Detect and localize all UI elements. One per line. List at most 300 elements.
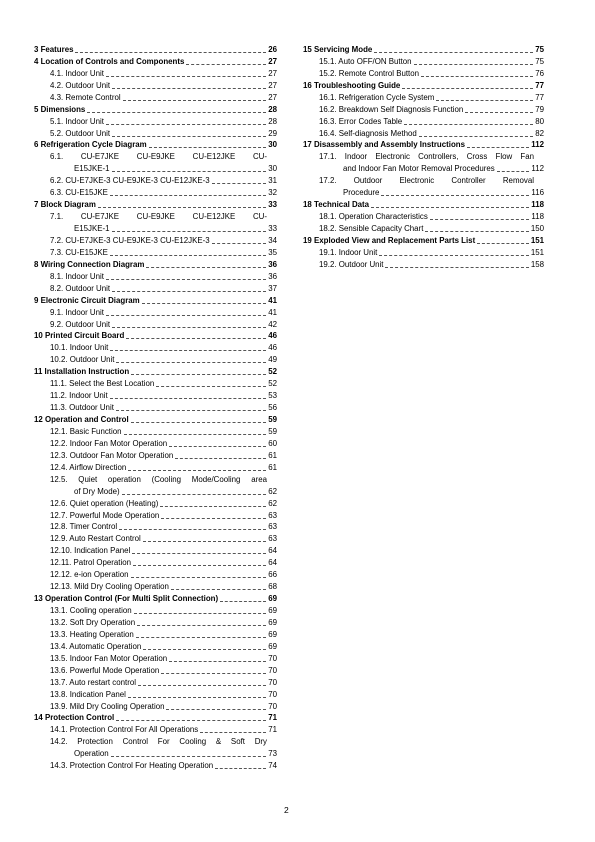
toc-leader-dots [131,374,266,375]
toc-entry-title: 14.2. Protection Control For Cooling & Soft Dry [50,737,267,747]
toc-entry-title: 13.1. Cooling operation [50,606,132,616]
toc-leader-dots [149,147,267,148]
toc-page-number: 37 [268,283,277,293]
toc-page-number: 63 [268,534,277,544]
toc-entry-title: 17 Disassembly and Assembly Instructions [303,140,465,150]
toc-subsection-entry[interactable] [34,581,277,593]
toc-section-entry[interactable] [34,199,277,211]
toc-subsection-entry[interactable] [34,342,277,354]
toc-section-entry[interactable] [34,56,277,68]
toc-entry-title: 13.3. Heating Operation [50,629,134,639]
toc-leader-dots [143,541,266,542]
toc-subsection-entry[interactable] [34,462,277,474]
toc-leader-dots [143,649,266,650]
toc-leader-dots [116,362,266,363]
toc-leader-dots [212,243,267,244]
toc-page-number: 80 [535,116,544,126]
toc-entry-title: 12.5. Quiet operation (Cooling Mode/Cooling area [50,474,267,484]
toc-page-number: 31 [268,176,277,186]
toc-entry-title: 12.3. Outdoor Fan Motor Operation [50,450,174,460]
toc-leader-dots [112,291,266,292]
toc-subsection-entry[interactable] [303,151,544,163]
toc-entry-title: 19.2. Outdoor Unit [319,259,384,269]
toc-page-number: 68 [268,582,277,592]
toc-leader-dots [215,768,266,769]
toc-page-number: 69 [268,606,277,616]
toc-page-number: 34 [268,235,277,245]
toc-right-column [303,44,544,271]
toc-subsection-entry[interactable] [303,163,544,175]
toc-entry-title: 11 Installation Instruction [34,367,130,377]
toc-leader-dots [467,147,529,148]
toc-leader-dots [87,112,266,113]
toc-entry-title: 12.6. Quiet operation (Heating) [50,498,159,508]
toc-subsection-entry[interactable] [34,307,277,319]
toc-leader-dots [146,267,266,268]
toc-entry-title: 10.1. Indoor Unit [50,343,109,353]
toc-entry-title: 5.2. Outdoor Unit [50,128,111,138]
toc-entry-title: 15.1. Auto OFF/ON Button [319,56,412,66]
toc-subsection-entry[interactable] [34,545,277,557]
toc-entry-title: 14.3. Protection Control For Heating Operation [50,761,214,771]
toc-page-number: 70 [268,677,277,687]
toc-page-number: 27 [268,80,277,90]
toc-entry-title: Procedure [343,188,380,198]
toc-leader-dots [200,732,266,733]
toc-leader-dots [116,410,266,411]
toc-entry-title: 12.9. Auto Restart Control [50,534,141,544]
toc-leader-dots [166,709,266,710]
toc-leader-dots [119,529,266,530]
toc-page-number: 56 [268,403,277,413]
toc-page-number: 29 [268,128,277,138]
toc-page-number: 79 [535,104,544,114]
toc-entry-title: 12.2. Indoor Fan Motor Operation [50,438,168,448]
toc-entry-title: 14.1. Protection Control For All Operations [50,725,199,735]
toc-subsection-entry[interactable] [34,223,277,235]
toc-entry-title: 8 Wiring Connection Diagram [34,259,145,269]
toc-page-number: 69 [268,629,277,639]
toc-leader-dots [169,661,266,662]
toc-page-number: 77 [535,80,544,90]
toc-subsection-entry[interactable] [34,641,277,653]
toc-entry-title: 13 Operation Control (For Multi Split Connection) [34,594,219,604]
toc-section-entry[interactable] [34,366,277,378]
toc-subsection-entry[interactable] [34,151,277,163]
toc-subsection-entry[interactable] [303,116,544,128]
toc-section-entry[interactable] [34,44,277,56]
toc-leader-dots [186,64,266,65]
toc-leader-dots [465,112,533,113]
toc-subsection-entry[interactable] [303,175,544,187]
toc-section-entry[interactable] [34,593,277,605]
toc-subsection-entry[interactable] [34,701,277,713]
toc-leader-dots [169,446,266,447]
toc-leader-dots [381,195,529,196]
toc-page-number: 77 [535,92,544,102]
toc-entry-title: 13.2. Soft Dry Operation [50,617,136,627]
toc-subsection-entry[interactable] [34,92,277,104]
toc-entry-title: 8.2. Outdoor Unit [50,283,111,293]
toc-subsection-entry[interactable] [34,724,277,736]
toc-page-number: 116 [531,188,544,198]
toc-page-number: 158 [530,259,544,269]
toc-entry-title: 6.3. CU-E15JKE [50,188,108,198]
toc-entry-title: 17.2. Outdoor Electronic Controller Removal [319,176,534,186]
toc-leader-dots [112,327,266,328]
toc-entry-title: 4.1. Indoor Unit [50,68,104,78]
toc-leader-dots [385,267,528,268]
toc-leader-dots [128,470,266,471]
toc-leader-dots [371,207,529,208]
toc-entry-title: 9 Electronic Circuit Diagram [34,295,140,305]
toc-entry-title: 4 Location of Controls and Components [34,56,185,66]
toc-leader-dots [106,124,266,125]
toc-page-number: 64 [268,546,277,556]
toc-leader-dots [156,386,266,387]
toc-leader-dots [112,171,267,172]
toc-page-number: 27 [268,92,277,102]
toc-section-entry[interactable] [34,104,277,116]
toc-page-number: 63 [268,510,277,520]
toc-leader-dots [136,637,266,638]
toc-page-number: 41 [268,307,277,317]
toc-page-number: 112 [531,140,544,150]
toc-leader-dots [112,136,266,137]
toc-leader-dots [436,100,533,101]
toc-entry-title: 16 Troubleshooting Guide [303,80,401,90]
toc-page-number: 70 [268,653,277,663]
toc-leader-dots [497,171,530,172]
toc-subsection-entry[interactable] [34,402,277,414]
toc-page-number: 71 [268,713,277,723]
toc-entry-title: 18.1. Operation Characteristics [319,212,428,222]
toc-entry-title: 9.1. Indoor Unit [50,307,104,317]
toc-leader-dots [138,685,266,686]
toc-subsection-entry[interactable] [303,187,544,199]
toc-page-number: 112 [531,164,544,174]
toc-subsection-entry[interactable] [34,354,277,366]
toc-leader-dots [131,577,267,578]
toc-subsection-entry[interactable] [34,235,277,247]
toc-entry-title: 13.4. Automatic Operation [50,641,142,651]
toc-leader-dots [134,613,267,614]
toc-subsection-entry[interactable] [34,438,277,450]
toc-entry-title: 13.7. Auto restart control [50,677,136,687]
toc-section-entry[interactable] [34,140,277,152]
toc-leader-dots [419,136,533,137]
toc-subsection-entry[interactable] [34,557,277,569]
toc-leader-dots [132,553,266,554]
toc-entry-title: 13.8. Indication Panel [50,689,126,699]
toc-entry-title: 8.1. Indoor Unit [50,271,104,281]
toc-leader-dots [131,422,267,423]
toc-leader-dots [142,303,267,304]
toc-page-number: 52 [268,379,277,389]
toc-entry-title: 12.4. Airflow Direction [50,462,127,472]
toc-subsection-entry[interactable] [34,689,277,701]
toc-page-number: 69 [268,594,277,604]
toc-entry-title: E15JKE-1 [74,224,110,234]
toc-section-entry[interactable] [303,80,544,92]
toc-subsection-entry[interactable] [34,319,277,331]
toc-leader-dots [75,52,266,53]
toc-page-number: 26 [268,44,277,54]
toc-entry-title: 17.1. Indoor Electronic Controllers, Cross Flow Fan [319,152,534,162]
toc-entry-title: 5.1. Indoor Unit [50,116,104,126]
toc-subsection-entry[interactable] [303,128,544,140]
toc-page-number: 52 [268,367,277,377]
toc-entry-title: 7.3. CU-E15JKE [50,247,108,257]
toc-subsection-entry[interactable] [34,128,277,140]
toc-page-number: 73 [268,749,277,759]
toc-entry-title: 12.10. Indication Panel [50,546,131,556]
toc-leader-dots [477,243,529,244]
toc-leader-dots [161,673,266,674]
toc-page-number: 46 [268,343,277,353]
toc-leader-dots [379,255,528,256]
toc-page-number: 59 [268,415,277,425]
toc-page-number: 151 [530,235,544,245]
toc-page-number: 61 [268,462,277,472]
toc-entry-title: 4.3. Remote Control [50,92,121,102]
toc-entry-title: 15.2. Remote Control Button [319,68,420,78]
toc-leader-dots [110,350,266,351]
toc-page-number: 42 [268,319,277,329]
toc-page-number: 60 [268,438,277,448]
toc-page-number: 28 [268,116,277,126]
toc-leader-dots [421,76,533,77]
toc-subsection-entry[interactable] [34,617,277,629]
page-number: 2 [284,805,289,815]
toc-entry-title: 12.11. Patrol Operation [50,558,132,568]
toc-subsection-entry[interactable] [34,450,277,462]
toc-entry-title: 12.13. Mild Dry Cooling Operation [50,582,169,592]
toc-section-entry[interactable] [34,331,277,343]
toc-page-number: 151 [530,247,544,257]
toc-page-number: 27 [268,56,277,66]
toc-entry-title: 6 Refrigeration Cycle Diagram [34,140,147,150]
toc-leader-dots [414,64,534,65]
toc-entry-title: 11.1. Select the Best Location [50,379,155,389]
toc-subsection-entry[interactable] [303,223,544,235]
toc-subsection-entry[interactable] [34,533,277,545]
toc-page-number: 59 [268,426,277,436]
toc-leader-dots [161,518,266,519]
toc-page-number: 27 [268,68,277,78]
toc-page-number: 62 [268,498,277,508]
toc-subsection-entry[interactable] [34,378,277,390]
toc-subsection-entry[interactable] [34,426,277,438]
toc-subsection-entry[interactable] [34,474,277,486]
toc-page-number: 118 [531,212,544,222]
toc-page-number: 33 [268,224,277,234]
toc-page-number: 74 [268,761,277,771]
toc-subsection-entry[interactable] [34,247,277,259]
toc-leader-dots [110,398,266,399]
toc-page-number: 82 [535,128,544,138]
toc-leader-dots [124,434,267,435]
toc-subsection-entry[interactable] [34,80,277,92]
toc-subsection-entry[interactable] [34,510,277,522]
toc-subsection-entry[interactable] [34,653,277,665]
toc-subsection-entry[interactable] [34,760,277,772]
toc-entry-title: 7.2. CU-E7JKE-3 CU-E9JKE-3 CU-E12JKE-3 [50,235,210,245]
toc-leader-dots [106,315,266,316]
toc-page-number: 30 [268,140,277,150]
toc-leader-dots [404,124,533,125]
toc-subsection-entry[interactable] [303,68,544,80]
toc-entry-title: 11.3. Outdoor Unit [50,403,114,413]
toc-leader-dots [111,756,267,757]
toc-entry-title: 12.8. Timer Control [50,522,118,532]
toc-subsection-entry[interactable] [34,522,277,534]
toc-section-entry[interactable] [303,44,544,56]
toc-subsection-entry[interactable] [34,629,277,641]
toc-leader-dots [98,207,266,208]
toc-subsection-entry[interactable] [34,271,277,283]
toc-leader-dots [212,183,267,184]
toc-leader-dots [126,338,266,339]
toc-entry-title: 10.2. Outdoor Unit [50,355,115,365]
toc-entry-title: 12.1. Basic Function [50,426,122,436]
toc-leader-dots [106,76,266,77]
toc-entry-title: 10 Printed Circuit Board [34,331,125,341]
toc-entry-title: 16.3. Error Codes Table [319,116,403,126]
toc-page-number: 75 [535,56,544,66]
toc-page-number: 28 [268,104,277,114]
toc-entry-title: 14 Protection Control [34,713,115,723]
toc-entry-title: 16.4. Self-diagnosis Method [319,128,417,138]
toc-page-number: 64 [268,558,277,568]
toc-leader-dots [220,601,266,602]
toc-leader-dots [110,255,266,256]
toc-page-number: 71 [268,725,277,735]
toc-subsection-entry[interactable] [303,92,544,104]
toc-page-number: 66 [268,570,277,580]
toc-page-number: 70 [268,689,277,699]
toc-leader-dots [112,231,267,232]
toc-subsection-entry[interactable] [34,390,277,402]
toc-subsection-entry[interactable] [34,498,277,510]
toc-page-number: 62 [268,486,277,496]
toc-section-entry[interactable] [34,713,277,725]
toc-page-number: 36 [268,271,277,281]
toc-page-number: 33 [268,200,277,210]
toc-entry-title: 4.2. Outdoor Unit [50,80,111,90]
toc-subsection-entry[interactable] [34,569,277,581]
toc-section-entry[interactable] [303,235,544,247]
toc-entry-title: 13.6. Powerful Mode Operation [50,665,160,675]
toc-leader-dots [402,88,533,89]
toc-subsection-entry[interactable] [34,736,277,748]
toc-entry-title: 12 Operation and Control [34,415,129,425]
toc-leader-dots [128,697,266,698]
toc-page-number: 70 [268,701,277,711]
toc-leader-dots [171,589,266,590]
toc-page-number: 41 [268,295,277,305]
toc-entry-title: 12.12. e-ion Operation [50,570,129,580]
toc-entry-title: 13.5. Indoor Fan Motor Operation [50,653,168,663]
toc-page-number: 32 [268,188,277,198]
toc-leader-dots [116,720,266,721]
toc-entry-title: of Dry Mode) [74,486,120,496]
toc-page-number: 118 [531,200,544,210]
toc-entry-title: 9.2. Outdoor Unit [50,319,111,329]
toc-page-number: 36 [268,259,277,269]
toc-subsection-entry[interactable] [34,211,277,223]
toc-subsection-entry[interactable] [34,116,277,128]
toc-left-column [34,44,277,772]
toc-entry-title: Operation [74,749,109,759]
toc-subsection-entry[interactable] [34,163,277,175]
toc-section-entry[interactable] [303,199,544,211]
toc-leader-dots [425,231,528,232]
toc-section-entry[interactable] [34,295,277,307]
toc-page-number: 75 [535,44,544,54]
toc-entry-title: 16.1. Refrigeration Cycle System [319,92,435,102]
toc-section-entry[interactable] [34,259,277,271]
toc-page-number: 53 [268,391,277,401]
toc-subsection-entry[interactable] [303,104,544,116]
toc-leader-dots [160,506,266,507]
toc-subsection-entry[interactable] [34,748,277,760]
toc-subsection-entry[interactable] [303,211,544,223]
toc-subsection-entry[interactable] [34,665,277,677]
toc-entry-title: 18.2. Sensible Capacity Chart [319,224,424,234]
toc-entry-title: E15JKE-1 [74,164,110,174]
toc-entry-title: 15 Servicing Mode [303,44,373,54]
toc-subsection-entry[interactable] [34,187,277,199]
toc-entry-title: 18 Technical Data [303,200,370,210]
toc-subsection-entry[interactable] [303,259,544,271]
toc-entry-title: 5 Dimensions [34,104,86,114]
toc-page-number: 76 [535,68,544,78]
toc-subsection-entry[interactable] [303,56,544,68]
toc-entry-title: 11.2. Indoor Unit [50,391,108,401]
toc-entry-title: 19.1. Indoor Unit [319,247,378,257]
toc-entry-title: 6.2. CU-E7JKE-3 CU-E9JKE-3 CU-E12JKE-3 [50,176,210,186]
toc-leader-dots [122,494,267,495]
toc-page-number: 70 [268,665,277,675]
toc-leader-dots [430,219,530,220]
toc-subsection-entry[interactable] [303,247,544,259]
toc-page-number: 150 [530,224,544,234]
toc-leader-dots [106,279,266,280]
toc-subsection-entry[interactable] [34,605,277,617]
toc-subsection-entry[interactable] [34,175,277,187]
toc-entry-title: 16.2. Breakdown Self Diagnosis Function [319,104,464,114]
toc-subsection-entry[interactable] [34,283,277,295]
toc-page-number: 35 [268,247,277,257]
toc-section-entry[interactable] [303,140,544,152]
toc-leader-dots [175,458,266,459]
toc-subsection-entry[interactable] [34,486,277,498]
toc-section-entry[interactable] [34,414,277,426]
toc-page-number: 61 [268,450,277,460]
toc-entry-title: 7 Block Diagram [34,200,96,210]
toc-subsection-entry[interactable] [34,68,277,80]
toc-subsection-entry[interactable] [34,677,277,689]
toc-entry-title: 12.7. Powerful Mode Operation [50,510,160,520]
toc-leader-dots [374,52,533,53]
toc-entry-title: 19 Exploded View and Replacement Parts List [303,235,476,245]
toc-leader-dots [137,625,266,626]
toc-page-number: 69 [268,617,277,627]
toc-leader-dots [123,100,267,101]
toc-page-number: 69 [268,641,277,651]
toc-entry-title: 7.1. CU-E7JKE CU-E9JKE CU-E12JKE CU- [50,212,267,222]
